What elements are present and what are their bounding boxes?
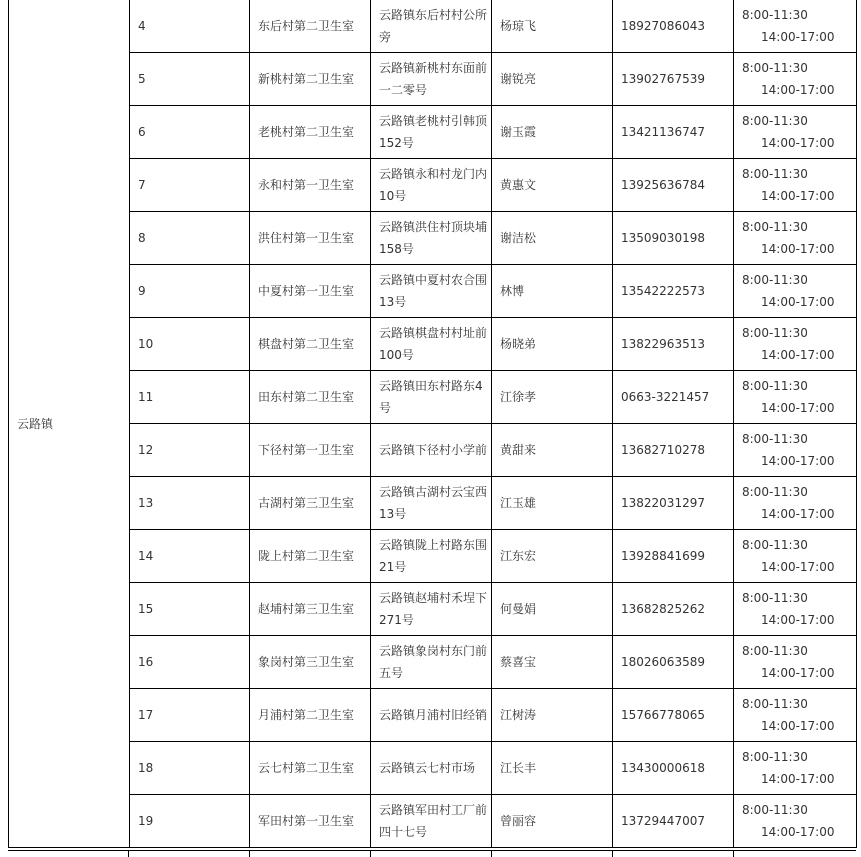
phone-number: 0663-3221457 (613, 371, 734, 424)
clinic-name: 赵埔村第三卫生室 (250, 583, 371, 636)
table-row (9, 159, 857, 212)
row-number: 15 (130, 583, 250, 636)
phone-number: 13430000618 (613, 742, 734, 795)
phone-number: 18927086043 (613, 0, 734, 53)
service-hours (734, 371, 857, 424)
hours-afternoon: 14:00-17:00 (761, 666, 835, 680)
table-row (9, 371, 857, 424)
table-row (9, 53, 857, 106)
clinic-address: 云路镇永和村龙门内10号 (371, 159, 492, 212)
service-hours (734, 689, 857, 742)
hours-afternoon: 14:00-17:00 (761, 295, 835, 309)
doctor-name: 谢玉霞 (492, 106, 613, 159)
town-cell: 云路镇 (9, 0, 130, 848)
clinic-address: 云路镇田东村路东4号 (371, 371, 492, 424)
hours-morning: 8:00-11:30 (742, 644, 808, 658)
hours-afternoon: 14:00-17:00 (761, 560, 835, 574)
hours-morning: 8:00-11:30 (742, 432, 808, 446)
clinic-name: 田东村第二卫生室 (250, 371, 371, 424)
hours-morning: 8:00-11:30 (742, 697, 808, 711)
clinic-name: 象岗村第三卫生室 (250, 636, 371, 689)
service-hours (734, 583, 857, 636)
table-row (9, 106, 857, 159)
doctor-name: 谢锐亮 (492, 53, 613, 106)
row-number: 7 (130, 159, 250, 212)
hours-afternoon: 14:00-17:00 (761, 825, 835, 839)
hours-morning: 8:00-11:30 (742, 485, 808, 499)
hours-afternoon: 14:00-17:00 (761, 613, 835, 627)
clinic-address: 云路镇老桃村引韩顶152号 (371, 106, 492, 159)
clinic-address: 云路镇东后村村公所旁 (371, 0, 492, 53)
phone-number: 13682825262 (613, 583, 734, 636)
phone-number: 13729447007 (613, 795, 734, 848)
doctor-name: 何曼娟 (492, 583, 613, 636)
hours-afternoon: 14:00-17:00 (761, 83, 835, 97)
clinic-name: 新桃村第二卫生室 (250, 53, 371, 106)
table-row (9, 530, 857, 583)
doctor-name: 黄惠文 (492, 159, 613, 212)
hours-afternoon: 14:00-17:00 (761, 401, 835, 415)
row-number: 14 (130, 530, 250, 583)
hours-morning: 8:00-11:30 (742, 8, 808, 22)
hours-afternoon: 14:00-17:00 (761, 719, 835, 733)
doctor-name: 江徐孝 (492, 371, 613, 424)
hours-morning: 8:00-11:30 (742, 538, 808, 552)
row-number: 8 (130, 212, 250, 265)
row-number: 17 (130, 689, 250, 742)
phone-number: 15766778065 (613, 689, 734, 742)
hours-afternoon: 14:00-17:00 (761, 454, 835, 468)
doctor-name: 林博 (492, 265, 613, 318)
clinic-name: 军田村第一卫生室 (250, 795, 371, 848)
clinic-address: 云路镇古湖村云宝西13号 (371, 477, 492, 530)
row-number: 6 (130, 106, 250, 159)
doctor-name: 江玉雄 (492, 477, 613, 530)
hours-morning: 8:00-11:30 (742, 750, 808, 764)
hours-afternoon: 14:00-17:00 (761, 242, 835, 256)
clinic-address: 云路镇棋盘村村址前100号 (371, 318, 492, 371)
clinic-name: 月浦村第二卫生室 (250, 689, 371, 742)
hours-afternoon: 14:00-17:00 (761, 189, 835, 203)
clinic-address: 云路镇陇上村路东围21号 (371, 530, 492, 583)
clinic-address: 云路镇赵埔村禾埕下271号 (371, 583, 492, 636)
phone-number: 13509030198 (613, 212, 734, 265)
table-row (9, 265, 857, 318)
clinic-name: 陇上村第二卫生室 (250, 530, 371, 583)
doctor-name: 江长丰 (492, 742, 613, 795)
service-hours (734, 424, 857, 477)
row-number: 4 (130, 0, 250, 53)
clinic-name: 棋盘村第二卫生室 (250, 318, 371, 371)
phone-number: 18026063589 (613, 636, 734, 689)
clinic-name: 下径村第一卫生室 (250, 424, 371, 477)
phone-number: 13928841699 (613, 530, 734, 583)
row-number: 16 (130, 636, 250, 689)
row-number: 9 (130, 265, 250, 318)
service-hours (734, 159, 857, 212)
hours-morning: 8:00-11:30 (742, 326, 808, 340)
phone-number: 13682710278 (613, 424, 734, 477)
table-row (9, 212, 857, 265)
row-number: 18 (130, 742, 250, 795)
clinic-name: 老桃村第二卫生室 (250, 106, 371, 159)
clinic-table (8, 0, 857, 848)
table-row (9, 583, 857, 636)
clinic-address: 云路镇云七村市场 (371, 742, 492, 795)
table-row (9, 424, 857, 477)
phone-number: 13925636784 (613, 159, 734, 212)
hours-afternoon: 14:00-17:00 (761, 772, 835, 786)
hours-afternoon: 14:00-17:00 (761, 507, 835, 521)
clinic-address: 云路镇新桃村东面前一二零号 (371, 53, 492, 106)
clinic-name: 云七村第二卫生室 (250, 742, 371, 795)
table-row (9, 477, 857, 530)
table-row (9, 636, 857, 689)
clinic-address: 云路镇洪住村顶块埔158号 (371, 212, 492, 265)
hours-afternoon: 14:00-17:00 (761, 30, 835, 44)
service-hours (734, 742, 857, 795)
clinic-address: 云路镇月浦村旧经销 (371, 689, 492, 742)
doctor-name: 江树涛 (492, 689, 613, 742)
doctor-name: 杨晓弟 (492, 318, 613, 371)
hours-morning: 8:00-11:30 (742, 379, 808, 393)
service-hours (734, 53, 857, 106)
hours-morning: 8:00-11:30 (742, 220, 808, 234)
clinic-name: 永和村第一卫生室 (250, 159, 371, 212)
table-body (9, 0, 857, 848)
clinic-name: 洪住村第一卫生室 (250, 212, 371, 265)
table-row (9, 0, 857, 53)
clinic-address: 云路镇象岗村东门前五号 (371, 636, 492, 689)
service-hours (734, 477, 857, 530)
phone-number: 13822963513 (613, 318, 734, 371)
hours-morning: 8:00-11:30 (742, 61, 808, 75)
doctor-name: 蔡喜宝 (492, 636, 613, 689)
row-number: 11 (130, 371, 250, 424)
table-row (9, 318, 857, 371)
phone-number: 13421136747 (613, 106, 734, 159)
phone-number: 13902767539 (613, 53, 734, 106)
doctor-name: 黄甜来 (492, 424, 613, 477)
doctor-name: 曾丽容 (492, 795, 613, 848)
hours-morning: 8:00-11:30 (742, 114, 808, 128)
service-hours (734, 265, 857, 318)
service-hours (734, 0, 857, 53)
service-hours (734, 318, 857, 371)
clinic-name: 中夏村第一卫生室 (250, 265, 371, 318)
service-hours (734, 795, 857, 848)
hours-morning: 8:00-11:30 (742, 167, 808, 181)
clinic-address: 云路镇军田村工厂前四十七号 (371, 795, 492, 848)
service-hours (734, 212, 857, 265)
clinic-name: 东后村第二卫生室 (250, 0, 371, 53)
table-row (9, 689, 857, 742)
phone-number: 13822031297 (613, 477, 734, 530)
doctor-name: 杨琼飞 (492, 0, 613, 53)
hours-morning: 8:00-11:30 (742, 273, 808, 287)
service-hours (734, 636, 857, 689)
table-row (9, 795, 857, 848)
clinic-name: 古湖村第三卫生室 (250, 477, 371, 530)
hours-morning: 8:00-11:30 (742, 591, 808, 605)
doctor-name: 谢洁松 (492, 212, 613, 265)
hours-afternoon: 14:00-17:00 (761, 136, 835, 150)
row-number: 5 (130, 53, 250, 106)
row-number: 10 (130, 318, 250, 371)
row-number: 13 (130, 477, 250, 530)
row-number: 19 (130, 795, 250, 848)
doctor-name: 江东宏 (492, 530, 613, 583)
hours-morning: 8:00-11:30 (742, 803, 808, 817)
clinic-address: 云路镇下径村小学前 (371, 424, 492, 477)
table-row (9, 742, 857, 795)
hours-afternoon: 14:00-17:00 (761, 348, 835, 362)
service-hours (734, 106, 857, 159)
clinic-address: 云路镇中夏村农合围13号 (371, 265, 492, 318)
service-hours (734, 530, 857, 583)
row-number: 12 (130, 424, 250, 477)
phone-number: 13542222573 (613, 265, 734, 318)
